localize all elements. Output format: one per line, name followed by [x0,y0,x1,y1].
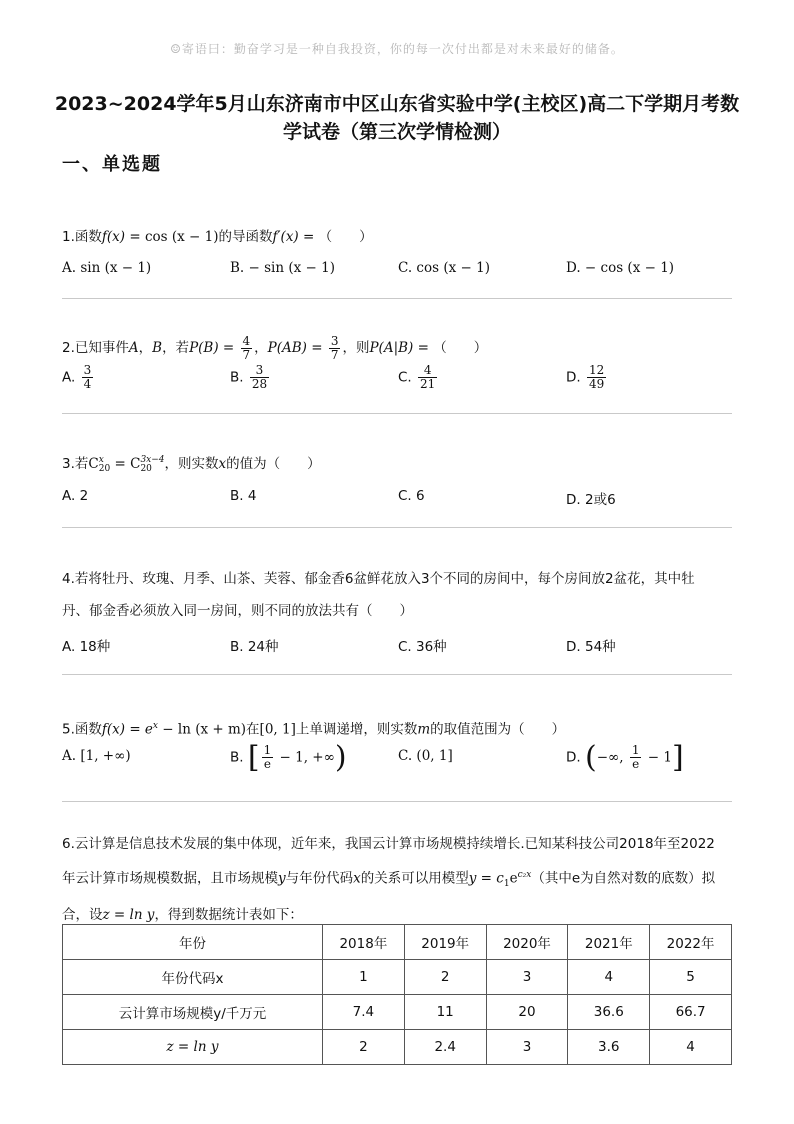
q2-b: B [152,340,163,356]
comb-scripts [140,456,164,474]
table-cell: 11 [404,995,486,1030]
title-line-1: 2023~2024学年5月山东济南市中区山东省实验中学(主校区)高二下学期月考数 [54,93,740,115]
q1-fx: f(x) [101,229,126,245]
q2-option-c[interactable] [398,364,439,391]
bracket-right: ] [671,740,684,775]
q5-sup: x [152,721,158,731]
question-2 [62,332,740,364]
comb-sub: 20 [140,463,152,474]
q3-option-a[interactable]: A. 2 [62,488,89,504]
q4-line-1: 4.若将牡丹、玫瑰、月季、山茶、芙蓉、郁金香6盆鲜花放入3个不同的房间中，每个房间放2盆花，其中牡 [62,571,695,587]
q2-pb: P(B) = [189,340,239,356]
option-frac [250,364,269,391]
option-label: B. [230,369,244,386]
comb-scripts [99,456,110,474]
table-cell: 4 [650,1030,732,1065]
q1-eq: = cos (x − 1) [125,229,219,245]
q3-mid: ，则实数 [164,456,219,472]
q6-model-sup: c₂x [517,870,532,880]
q1-option-b[interactable]: B. − sin (x − 1) [230,260,335,276]
q2-option-d[interactable] [566,364,608,391]
q6-z: z = ln y [102,907,155,924]
table-row [63,995,732,1030]
q6-x: x [353,870,361,887]
table-cell: 36.6 [568,995,650,1030]
option-frac [587,364,606,391]
table-cell: 3 [486,1030,568,1065]
table-cell: 5 [650,960,732,995]
table-row [63,960,732,995]
q4-option-c[interactable]: C. 36种 [398,639,447,655]
q5-mid: 在 [246,721,260,738]
option-label: D. [566,369,581,386]
q2-frac-pb [241,335,253,362]
frac-den: 28 [251,377,268,391]
divider [62,413,732,414]
option-rest: − 1, +∞ [275,749,335,766]
q5-option-a[interactable]: A. [1, +∞) [62,748,131,764]
option-rest: − 1 [643,749,672,766]
q4-line-2: 丹、郁金香必须放入同一房间，则不同的放法共有（ ） [62,603,413,619]
q5-option-d[interactable] [566,740,684,775]
comb-c: C [88,456,99,472]
table-header-cell: 2018年 [323,925,405,960]
data-table [62,924,732,1065]
table-row [63,1030,732,1065]
frac-num: 3 [83,363,92,377]
q6-text: 的关系可以用模型 [360,870,469,887]
frac-den: 49 [588,377,605,391]
table-row [63,925,732,960]
option-label: B. [230,749,244,766]
q1-option-a[interactable]: A. sin (x − 1) [62,260,152,276]
q1-fpx: f′(x) [272,229,299,245]
table-cell: 7.4 [323,995,405,1030]
option-label: A. [62,369,76,386]
question-3 [62,448,740,480]
q1-text: 1.函数 [62,229,102,245]
q3-option-d[interactable]: D. 2或6 [566,492,616,508]
frac-num: 1 [263,743,272,757]
q6-model-sub: 1 [503,879,510,890]
bracket-left: [ [247,740,260,775]
frac-den: e [632,757,640,771]
q1-option-d[interactable]: D. − cos (x − 1) [566,260,675,276]
q3-comb-1 [88,456,110,472]
q5-tail: 的取值范围为（ ） [430,721,566,738]
q2-then: ，则 [342,340,370,356]
table-cell: 2 [323,1030,405,1065]
q2-comma: ， [254,340,268,356]
frac-den: 21 [420,377,436,391]
table-cell: z = ln y [63,1030,323,1065]
option-frac [82,364,94,391]
table-cell: 3 [486,960,568,995]
frac-den: 7 [330,347,339,362]
q6-text: 与年份代码 [285,870,354,887]
option-frac [630,744,642,771]
table-header-cell: 2022年 [650,925,732,960]
frac-num: 12 [588,363,605,377]
q2-option-a[interactable] [62,364,95,391]
q4-option-d[interactable]: D. 54种 [566,639,616,655]
divider [62,527,732,528]
q1-mid: 的导函数 [218,229,273,245]
frac-den: 7 [242,347,251,362]
bracket-left: ( [584,740,597,775]
q6-text: ，得到数据统计表如下： [154,907,303,924]
frac-den: e [263,757,271,771]
q5-text: 5.函数 [62,721,102,738]
option-frac [262,744,274,771]
q3-text: 3.若 [62,456,89,472]
q3-x: x [218,456,227,472]
table-cell: 2.4 [404,1030,486,1065]
q2-pab2: P(A|B) = [369,340,434,356]
q5-option-c[interactable]: C. (0, 1] [398,748,453,764]
table-cell: 3.6 [568,1030,650,1065]
frac-num: 1 [631,743,640,757]
q1-option-c[interactable]: C. cos (x − 1) [398,260,490,276]
q3-tail: 的值为（ ） [226,456,321,472]
comb-sup: 3x−4 [140,454,165,465]
divider [62,298,732,299]
q6-text: 合，设 [62,907,103,924]
q2-text: 2.已知事件 [62,340,129,356]
q6-y: y [278,870,286,887]
table-cell: 1 [323,960,405,995]
question-6 [62,829,740,931]
table-cell: 4 [568,960,650,995]
table-header-cell: 2020年 [486,925,568,960]
frac-num: 3 [250,364,269,378]
table-cell: 2 [404,960,486,995]
frac-den: 4 [83,377,92,391]
title-line-2: 学试卷（第三次学情检测） [282,121,511,143]
option-frac [418,364,437,391]
table-cell: 云计算市场规模y/千万元 [63,995,323,1030]
motto-header: ☺寄语曰：勤奋学习是一种自我投资，你的每一次付出都是对未来最好的储备。 [170,42,624,56]
q2-tail: （ ） [433,340,488,356]
q4-option-b[interactable]: B. 24种 [230,639,279,655]
comb-sup: x [98,454,104,465]
q6-text: 年云计算市场规模数据，且市场规模 [62,870,278,887]
table-cell: 66.7 [650,995,732,1030]
q6-model: y = c [468,870,504,887]
question-1 [62,221,740,253]
option-label: C. [398,369,412,386]
frac-num: 4 [418,364,437,378]
q6-model-e: e [509,870,518,887]
table-cell: 20 [486,995,568,1030]
question-4 [62,563,740,627]
q6-line-2 [62,860,740,900]
page-title [40,90,754,146]
q2-a: A [128,340,139,356]
q4-option-a[interactable]: A. 18种 [62,639,111,655]
table-header-cell: 年份 [63,925,323,960]
q5-fx: f(x) = e [101,721,153,738]
option-pre: −∞, [596,749,628,766]
q5-mid2: 上单调递增，则实数 [295,721,418,738]
frac-num: 4 [242,333,251,348]
section-heading: 一、单选题 [62,154,162,175]
option-label: D. [566,749,581,766]
q6-text: （其中e为自然对数的底数）拟 [531,870,716,887]
q2-sep: ， [138,340,153,356]
q2-pab: P(AB) = [267,340,327,356]
comb-c: C [130,456,141,472]
table-cell: 年份代码x [63,960,323,995]
q2-option-b[interactable] [230,364,271,391]
q5-rest: − ln (x + m) [158,721,247,738]
frac-num: 3 [330,333,339,348]
table-header-cell: 2021年 [568,925,650,960]
divider [62,674,732,675]
comb-sub: 20 [98,463,111,474]
q1-tail: = （ ） [298,229,373,245]
table-header-cell: 2019年 [404,925,486,960]
divider [62,801,732,802]
q6-line-1: 6.云计算是信息技术发展的集中体现，近年来，我国云计算市场规模持续增长.已知某科技公司2018年至2022 [62,836,715,852]
q5-option-b[interactable] [230,740,347,775]
q2-frac-pab [329,335,341,362]
q3-option-c[interactable]: C. 6 [398,488,425,504]
q3-eq: = [110,456,131,472]
q5-m: m [417,721,431,738]
q3-comb-2 [130,456,164,472]
q3-option-b[interactable]: B. 4 [230,488,257,504]
bracket-right: ) [334,740,347,775]
q5-interval: [0, 1] [259,721,296,738]
q2-mid: ，若 [162,340,190,356]
